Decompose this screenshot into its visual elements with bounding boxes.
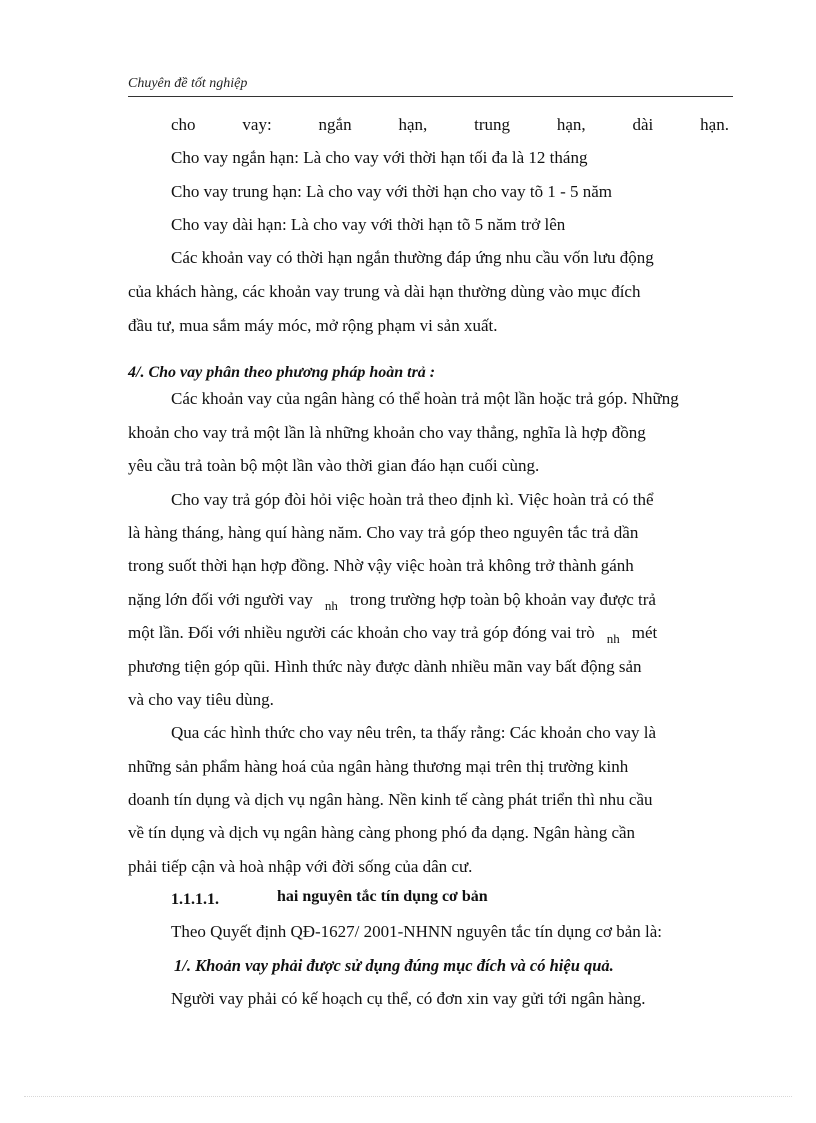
word: cho (171, 115, 196, 134)
text-line-with-subscript (128, 590, 729, 611)
text-line: Người vay phải có kế hoạch cụ thể, có đơn xin vay gửi tới ngân hàng. (171, 989, 646, 1008)
text-line: yêu cầu trả toàn bộ một lần vào thời gian đáo hạn cuối cùng. (128, 456, 540, 475)
word: dài (632, 115, 654, 134)
text-segment: nặng lớn đối với người vay (128, 590, 313, 609)
text-line: trong suốt thời hạn hợp đồng. Nhờ vậy việc hoàn trả không trở thành gánh (128, 556, 634, 575)
word: hạn, (398, 115, 428, 134)
text-line: phải tiếp cận và hoà nhập với đời sống của dân cư. (128, 857, 473, 876)
loan-term-types-line (171, 115, 729, 135)
word: vay: (242, 115, 272, 134)
text-line: những sản phẩm hàng hoá của ngân hàng thương mại trên thị trường kinh (128, 757, 629, 776)
text-line: Cho vay dài hạn: Là cho vay với thời hạn tõ 5 năm trở lên (171, 215, 566, 234)
text-line: khoản cho vay trả một lần là những khoản cho vay thẳng, nghĩa là hợp đồng (128, 423, 646, 442)
word: hạn, (556, 115, 586, 134)
page-bottom-border (24, 1096, 792, 1097)
section-title: hai nguyên tắc tín dụng cơ bản (277, 888, 488, 905)
subscript-note: nh (606, 631, 620, 646)
principle-heading-1: 1/. Khoản vay phải được sử dụng đúng mục đích và có hiệu quả. (174, 956, 614, 975)
text-line: Cho vay ngắn hạn: Là cho vay với thời hạn tối đa là 12 tháng (171, 148, 588, 167)
section-number: 1.1.1.1. (171, 891, 219, 908)
subscript-note: nh (324, 598, 338, 613)
text-line: Các khoản vay của ngân hàng có thể hoàn trả một lần hoặc trả góp. Những (171, 389, 679, 408)
text-line: đầu tư, mua sắm máy móc, mở rộng phạm vi sản xuất. (128, 316, 498, 335)
text-line: Các khoản vay có thời hạn ngắn thường đáp ứng nhu cầu vốn lưu động (171, 248, 654, 267)
word: hạn. (700, 115, 729, 134)
text-segment: trong trường hợp toàn bộ khoản vay được trả (349, 590, 656, 609)
text-line: Cho vay trả góp đòi hỏi việc hoàn trả theo định kì. Việc hoàn trả có thể (171, 490, 654, 509)
text-line: của khách hàng, các khoản vay trung và dài hạn thường dùng vào mục đích (128, 282, 641, 301)
text-line: phương tiện góp qũi. Hình thức này được dành nhiều mãn vay bất động sản (128, 657, 642, 676)
text-segment: mét (631, 623, 658, 642)
text-line: doanh tín dụng và dịch vụ ngân hàng. Nền kinh tế càng phát triển thì nhu cầu (128, 790, 653, 809)
word: trung (474, 115, 510, 134)
header-rule (128, 96, 733, 97)
text-line: Theo Quyết định QĐ-1627/ 2001-NHNN nguyên tắc tín dụng cơ bản là: (171, 922, 663, 941)
text-line-with-subscript (128, 623, 729, 644)
section-heading-4: 4/. Cho vay phân theo phương pháp hoàn trả : (128, 364, 436, 381)
text-line: Qua các hình thức cho vay nêu trên, ta thấy rằng: Các khoản cho vay là (171, 723, 657, 742)
text-line: về tín dụng và dịch vụ ngân hàng càng phong phó đa dạng. Ngân hàng cần (128, 823, 636, 842)
text-line: Cho vay trung hạn: Là cho vay với thời hạn cho vay tõ 1 - 5 năm (171, 182, 612, 201)
word: ngắn (318, 115, 352, 134)
text-line: và cho vay tiêu dùng. (128, 690, 274, 709)
running-header: Chuyên đề tốt nghiệp (128, 76, 248, 91)
text-line: là hàng tháng, hàng quí hàng năm. Cho vay trả góp theo nguyên tắc trả dần (128, 523, 639, 542)
text-segment: một lần. Đối với nhiều người các khoản cho vay trả góp đóng vai trò (128, 623, 595, 642)
